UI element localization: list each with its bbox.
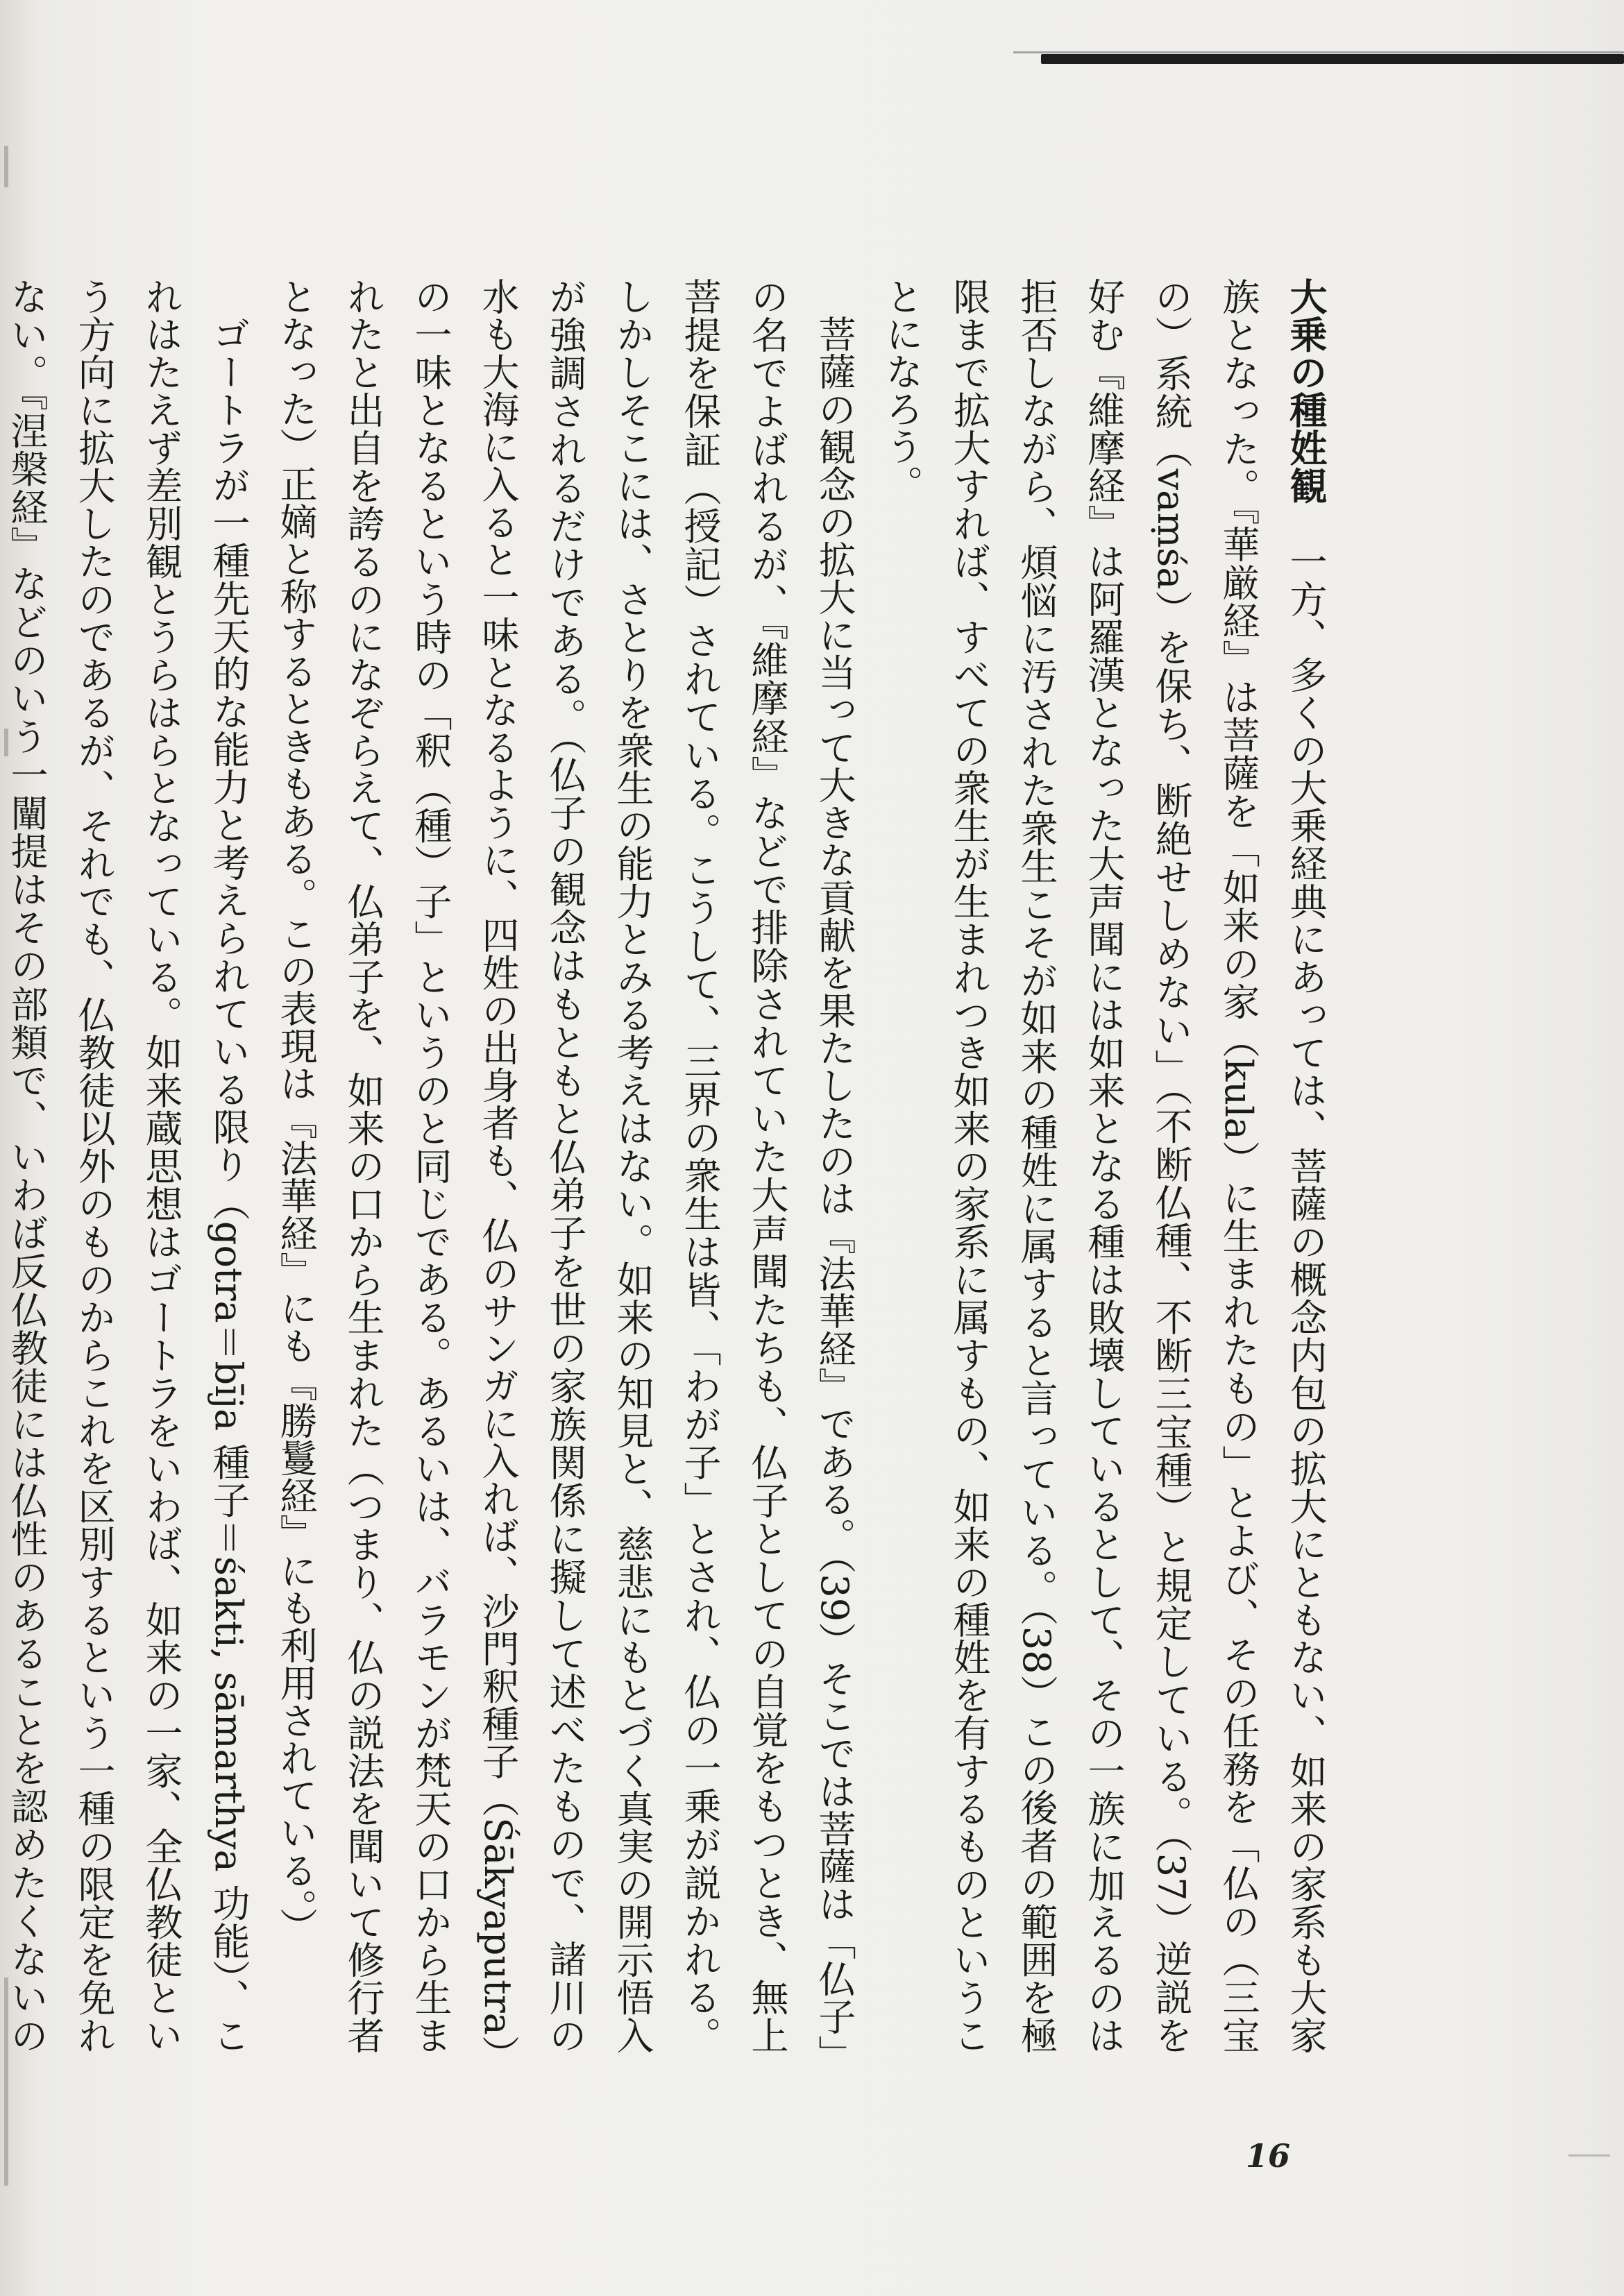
paragraph-2: 菩薩の観念の拡大に当って大きな貢献を果たしたのは『法華経』である。（39）そこでは菩薩は「仏子」の名でよばれるが、『維摩経』などで排除されていた大声聞たちも、仏子としての自覚をもつとき、無上菩提を保証（授記）されている。こうして、三界の衆生は皆、「わが子」とされ、仏の一乗が説かれる。しかしそこには、さとりを衆生の能力とみる考えはない。如来の知見と、慈悲にもとづく真実の開示悟入が強調されるだけである。（仏子の観念はもともと仏弟子を世の家族関係に擬して述べたもので、諸川の水も大海に入ると一味となるように、四姓の出身者も、仏のサンガに入れば、沙門釈種子（Śākyaputra）の一味となるという時の「釈（種）子」というのと同じである。あるいは、バラモンが梵天の口から生まれたと出自を誇るのになぞらえて、仏弟子を、如来の口から生まれた（つまり、仏の説法を聞いて修行者となった）正嫡と称するときもある。この表現は『法華経』にも『勝鬘経』にも利用されている。） [274, 278, 856, 2055]
body-text [0, 278, 1339, 2054]
scan-edge-mark [4, 146, 8, 187]
header-rule [1041, 54, 1624, 64]
paragraph-1-text: 一方、多くの大乗経典にあっては、菩薩の概念内包の拡大にともない、如来の家系も大家族となった。『華厳経』は菩薩を「如来の家（kula）に生まれたもの」とよび、その任務を「仏の（三宝の）系統（vaṃśa）を保ち、断絶せしめない」（不断仏種、不断三宝種）と規定している。（37）逆説を好む『維摩経』は阿羅漢となった大声聞には如来となる種は敗壊しているとして、その一族に加えるのは拒否しながら、煩悩に汚された衆生こそが如来の種姓に属すると言っている。（38）この後者の範囲を極限まで拡大すれば、すべての衆生が生まれつき如来の家系に属すもの、如来の種姓を有するものということになろう。 [880, 278, 1328, 2055]
header-thin-rule [1013, 51, 1624, 53]
footer-mark [1568, 2154, 1610, 2157]
paragraph-1 [868, 278, 1339, 2054]
page-number: 16 [1246, 2137, 1291, 2175]
paragraph-3: ゴートラが一種先天的な能力と考えられている限り（gotra＝bīja 種子＝śakti, sāmarthya 功能）、これはたえず差別観とうらはらとなっている。如来蔵思想はゴートラをいわば、如来の一家、全仏教徒という方向に拡大したのであるが、それでも、仏教徒以外のものからこれを区別するという一種の限定を免れない。『涅槃経』などのいう一闡提はその部類で、いわば反仏教徒には仏性のあることを認めたくないの [5, 278, 251, 2055]
section-heading: 大乗の種姓観 [1284, 278, 1328, 504]
